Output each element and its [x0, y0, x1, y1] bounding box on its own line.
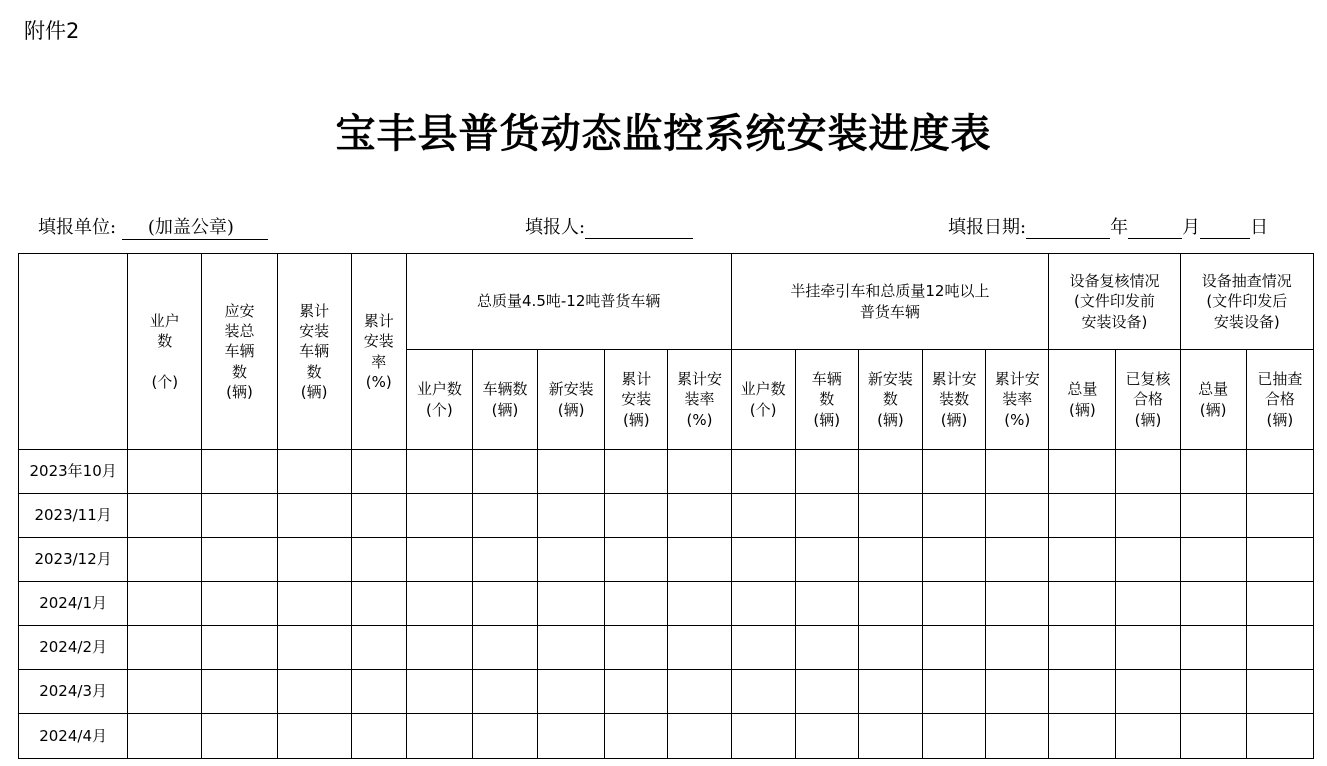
header-group-device-spot-check: 设备抽查情况 (文件印发后 安装设备)	[1180, 254, 1313, 350]
year-blank	[1026, 218, 1110, 239]
table-cell[interactable]	[1116, 714, 1180, 759]
table-cell[interactable]	[351, 714, 406, 759]
table-cell[interactable]	[731, 538, 795, 582]
day-label: 日	[1250, 217, 1269, 238]
table-cell[interactable]	[1049, 538, 1116, 582]
page-title: 宝丰县普货动态监控系统安装进度表	[335, 110, 992, 157]
table-cell[interactable]	[472, 450, 537, 494]
table-cell[interactable]	[538, 582, 605, 626]
header-b-households: 业户数 (个)	[731, 350, 795, 450]
table-cell[interactable]	[202, 582, 277, 626]
reporter-label: 填报人:	[525, 217, 586, 238]
header-a-cumulative-installed: 累计 安装 (辆)	[605, 350, 668, 450]
table-body	[19, 450, 1314, 759]
table-cell[interactable]	[277, 714, 351, 759]
table-cell[interactable]	[1049, 494, 1116, 538]
table-cell[interactable]	[538, 714, 605, 759]
table-cell[interactable]	[923, 450, 986, 494]
header-b-new-installed: 新安装 数 (辆)	[858, 350, 922, 450]
table-row	[19, 714, 1314, 759]
attachment-label: 附件2	[24, 19, 80, 43]
table-cell[interactable]	[668, 670, 731, 714]
table-cell[interactable]	[923, 494, 986, 538]
table-cell[interactable]	[795, 582, 858, 626]
table-cell[interactable]	[351, 494, 406, 538]
table-cell[interactable]	[986, 582, 1049, 626]
year-label: 年	[1110, 217, 1129, 238]
header-c-total: 总量 (辆)	[1049, 350, 1116, 450]
table-cell[interactable]	[858, 538, 922, 582]
table-cell[interactable]	[795, 494, 858, 538]
table-cell[interactable]	[795, 538, 858, 582]
table-cell[interactable]	[202, 670, 277, 714]
table-cell[interactable]	[986, 670, 1049, 714]
month-cell: 2024/2月	[19, 626, 128, 670]
header-d-checked-qualified: 已抽查 合格 (辆)	[1246, 350, 1313, 450]
table-cell[interactable]	[472, 626, 537, 670]
table-cell[interactable]	[668, 450, 731, 494]
table-cell[interactable]	[128, 450, 202, 494]
table-cell[interactable]	[202, 626, 277, 670]
table-cell[interactable]	[923, 538, 986, 582]
table-row	[19, 538, 1314, 582]
table-cell[interactable]	[668, 538, 731, 582]
table-cell[interactable]	[1049, 450, 1116, 494]
table-cell[interactable]	[277, 450, 351, 494]
table-cell[interactable]	[1180, 538, 1246, 582]
table-cell[interactable]	[795, 670, 858, 714]
table-cell[interactable]	[668, 582, 731, 626]
table-cell[interactable]	[1049, 670, 1116, 714]
table-cell[interactable]	[986, 714, 1049, 759]
table-cell[interactable]	[128, 714, 202, 759]
table-cell[interactable]	[731, 582, 795, 626]
table-cell[interactable]	[351, 450, 406, 494]
table-cell[interactable]	[986, 450, 1049, 494]
table-cell[interactable]	[472, 582, 537, 626]
table-cell[interactable]	[351, 538, 406, 582]
header-c-reviewed-qualified: 已复核 合格 (辆)	[1116, 350, 1180, 450]
table-cell[interactable]	[277, 538, 351, 582]
table-cell[interactable]	[1116, 670, 1180, 714]
table-cell[interactable]	[1180, 450, 1246, 494]
table-cell[interactable]	[605, 538, 668, 582]
table-row	[19, 626, 1314, 670]
day-blank	[1200, 218, 1250, 239]
table-cell[interactable]	[923, 670, 986, 714]
table-cell[interactable]	[277, 670, 351, 714]
table-cell[interactable]	[731, 626, 795, 670]
table-cell[interactable]	[668, 494, 731, 538]
table-cell[interactable]	[1049, 714, 1116, 759]
month-cell: 2024/1月	[19, 582, 128, 626]
unit-seal-value: (加盖公章)	[122, 213, 268, 240]
table-cell[interactable]	[277, 626, 351, 670]
table-cell[interactable]	[128, 626, 202, 670]
table-cell[interactable]	[1116, 538, 1180, 582]
header-corner-cell	[19, 254, 128, 450]
table-cell[interactable]	[605, 582, 668, 626]
table-cell[interactable]	[1116, 494, 1180, 538]
table-cell[interactable]	[986, 494, 1049, 538]
table-cell[interactable]	[406, 538, 472, 582]
table-cell[interactable]	[923, 582, 986, 626]
table-cell[interactable]	[923, 714, 986, 759]
table-cell[interactable]	[1246, 714, 1313, 759]
date-label: 填报日期:	[948, 217, 1027, 238]
table-cell[interactable]	[605, 450, 668, 494]
header-a-households: 业户数 (个)	[406, 350, 472, 450]
table-cell[interactable]	[923, 626, 986, 670]
table-cell[interactable]	[1180, 582, 1246, 626]
table-cell[interactable]	[858, 626, 922, 670]
table-cell[interactable]	[277, 582, 351, 626]
table-cell[interactable]	[1246, 626, 1313, 670]
table-cell[interactable]	[406, 626, 472, 670]
reporter-field	[525, 213, 693, 239]
header-a-vehicles: 车辆数 (辆)	[472, 350, 537, 450]
table-cell[interactable]	[472, 538, 537, 582]
table-cell[interactable]	[202, 714, 277, 759]
table-cell[interactable]	[1246, 450, 1313, 494]
table-cell[interactable]	[795, 626, 858, 670]
table-cell[interactable]	[351, 670, 406, 714]
table-cell[interactable]	[406, 670, 472, 714]
header-should-install: 应安 装总 车辆 数 (辆)	[202, 254, 277, 450]
table-cell[interactable]	[406, 450, 472, 494]
unit-field	[38, 213, 268, 240]
header-group-4-5-12-ton: 总质量4.5吨-12吨普货车辆	[406, 254, 731, 350]
table-cell[interactable]	[605, 714, 668, 759]
table-cell[interactable]	[351, 626, 406, 670]
table-cell[interactable]	[795, 450, 858, 494]
table-cell[interactable]	[986, 538, 1049, 582]
month-cell: 2023/12月	[19, 538, 128, 582]
table-cell[interactable]	[128, 538, 202, 582]
table-cell[interactable]	[731, 450, 795, 494]
table-row	[19, 450, 1314, 494]
table-cell[interactable]	[986, 626, 1049, 670]
header-b-vehicles: 车辆 数 (辆)	[795, 350, 858, 450]
table-cell[interactable]	[406, 494, 472, 538]
table-cell[interactable]	[202, 494, 277, 538]
table-cell[interactable]	[668, 714, 731, 759]
header-cumulative-installed: 累计 安装 车辆 数 (辆)	[277, 254, 351, 450]
table-cell[interactable]	[1180, 714, 1246, 759]
table-row	[19, 670, 1314, 714]
unit-label: 填报单位:	[38, 217, 117, 238]
table-cell[interactable]	[1246, 670, 1313, 714]
table-cell[interactable]	[1116, 450, 1180, 494]
table-cell[interactable]	[1180, 670, 1246, 714]
table-cell[interactable]	[538, 494, 605, 538]
header-b-cumulative-installed: 累计安 装数 (辆)	[923, 350, 986, 450]
table-cell[interactable]	[1246, 494, 1313, 538]
table-cell[interactable]	[731, 714, 795, 759]
table-cell[interactable]	[538, 450, 605, 494]
table-cell[interactable]	[1246, 582, 1313, 626]
table-cell[interactable]	[538, 670, 605, 714]
table-cell[interactable]	[538, 626, 605, 670]
table-cell[interactable]	[406, 714, 472, 759]
table-cell[interactable]	[605, 494, 668, 538]
table-cell[interactable]	[858, 582, 922, 626]
table-cell[interactable]	[668, 626, 731, 670]
table-cell[interactable]	[1180, 494, 1246, 538]
table-cell[interactable]	[858, 494, 922, 538]
month-blank	[1128, 218, 1182, 239]
table-cell[interactable]	[1116, 582, 1180, 626]
table-cell[interactable]	[202, 450, 277, 494]
table-row	[19, 582, 1314, 626]
table-cell[interactable]	[128, 582, 202, 626]
header-b-cumulative-rate: 累计安 装率 (%)	[986, 350, 1049, 450]
table-cell[interactable]	[472, 714, 537, 759]
header-row-1	[19, 254, 1314, 350]
table-cell[interactable]	[1049, 626, 1116, 670]
table-cell[interactable]	[472, 670, 537, 714]
table-cell[interactable]	[128, 670, 202, 714]
header-a-cumulative-rate: 累计安 装率 (%)	[668, 350, 731, 450]
table-cell[interactable]	[1180, 626, 1246, 670]
table-cell[interactable]	[472, 494, 537, 538]
header-households: 业户 数 (个)	[128, 254, 202, 450]
table-cell[interactable]	[1049, 582, 1116, 626]
table-row	[19, 494, 1314, 538]
table-cell[interactable]	[351, 582, 406, 626]
table-cell[interactable]	[128, 494, 202, 538]
month-cell: 2024/3月	[19, 670, 128, 714]
table-cell[interactable]	[277, 494, 351, 538]
table-cell[interactable]	[731, 494, 795, 538]
reporter-blank	[585, 218, 693, 239]
table-cell[interactable]	[795, 714, 858, 759]
table-cell[interactable]	[1246, 538, 1313, 582]
progress-table	[18, 253, 1314, 759]
table-cell[interactable]	[858, 714, 922, 759]
table-cell[interactable]	[202, 538, 277, 582]
header-group-device-review: 设备复核情况 (文件印发前 安装设备)	[1049, 254, 1180, 350]
header-cumulative-rate: 累计 安装 率 (%)	[351, 254, 406, 450]
table-cell[interactable]	[605, 670, 668, 714]
table-cell[interactable]	[1116, 626, 1180, 670]
table-cell[interactable]	[731, 670, 795, 714]
date-field	[948, 213, 1268, 239]
table-cell[interactable]	[538, 538, 605, 582]
month-cell: 2023/11月	[19, 494, 128, 538]
table-cell[interactable]	[406, 582, 472, 626]
header-a-new-installed: 新安装 (辆)	[538, 350, 605, 450]
header-d-total: 总量 (辆)	[1180, 350, 1246, 450]
table-cell[interactable]	[605, 626, 668, 670]
table-cell[interactable]	[858, 670, 922, 714]
month-cell: 2023年10月	[19, 450, 128, 494]
month-label: 月	[1182, 217, 1201, 238]
header-group-semitrailer-12-ton-plus: 半挂牵引车和总质量12吨以上 普货车辆	[731, 254, 1049, 350]
month-cell: 2024/4月	[19, 714, 128, 759]
table-cell[interactable]	[858, 450, 922, 494]
